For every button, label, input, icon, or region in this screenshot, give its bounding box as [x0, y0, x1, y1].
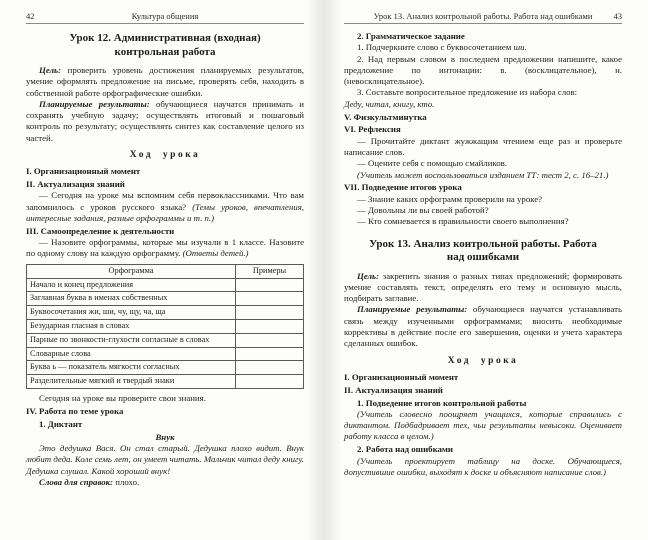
- table-cell-orthogram: Безударная гласная в словах: [27, 319, 236, 333]
- task-1-tail: .: [524, 42, 527, 53]
- reference-word: плохо.: [113, 477, 140, 487]
- table-row: [27, 306, 304, 320]
- table-cell-example: [236, 292, 304, 306]
- table-cell-example: [236, 347, 304, 361]
- task-1-text: 1. Подчеркните слово с буквосочетанием: [357, 42, 514, 53]
- stage-2-text: — Сегодня на уроке мы вспомним себя первоклассниками. Что вам запомнилось с уроков русского языка?: [26, 190, 304, 212]
- reflection-note: (Учитель может воспользоваться изданием ТТ: тест 2, с. 16–21.): [357, 169, 609, 180]
- table-cell-example: [236, 278, 304, 292]
- stage-6-heading: VI. Рефлексия: [344, 124, 401, 135]
- dictation-title: Внук: [155, 431, 175, 442]
- grammar-task-1: [344, 42, 622, 53]
- table-cell-example: [236, 306, 304, 320]
- task-1-word: ши: [513, 42, 525, 53]
- goal-text-12: проверить уровень достижения планируемых результатов, умение оформлять предложение на письме, проверять себя, находить в собственной работе орфографические ошибки.: [26, 65, 304, 98]
- table-cell-example: [236, 361, 304, 375]
- reference-label: Слова для справок:: [39, 477, 114, 487]
- stage-7-heading: VII. Подведение итогов урока: [344, 182, 462, 193]
- table-header-row: [27, 264, 304, 278]
- planned-text-13: обучающиеся научатся устанавливать связь между изученными орфограммами; вносить необходимые коррективы в действие после его завершения, оценки и учета характера сделанных ошибок.: [344, 304, 622, 349]
- task-3-word-set: Деду, читал, книгу, кто.: [344, 98, 435, 109]
- grammar-task-3: 3. Составьте вопросительное предложение из набора слов:: [357, 87, 578, 98]
- stage-3-paragraph: [26, 237, 304, 260]
- goal-label-12: Цель:: [39, 65, 61, 75]
- table-cell-orthogram: Буква ь — показатель мягкости согласных: [27, 361, 236, 375]
- sub-1-note: (Учитель словесно поощряет учащихся, которые справились с диктантом. Подбадривает тех, чьи результаты невысоки. Оценивает работу класса в целом.): [344, 408, 622, 442]
- stage-2-note: (Темы уроков, впечатления, интересные задания, разные орфограммы и т. п.): [26, 201, 305, 224]
- goal-paragraph-13: [344, 271, 622, 305]
- table-header-examples: Примеры: [236, 264, 304, 278]
- table-header-orthogram: Орфограмма: [27, 264, 236, 278]
- stage-3-text: — Назовите орфограммы, которые мы изучали в 1 классе. Назовите по одному слову на каждую орфограмму.: [26, 237, 304, 259]
- reflection-item-1: — Прочитайте диктант жужжащим чтением еще раз и проверьте написание слов.: [344, 135, 622, 157]
- table-row: [27, 361, 304, 375]
- flow-heading-13: Ход урока: [447, 355, 519, 366]
- summary-question-3: — Кто сомневается в правильности своего выполнения?: [357, 216, 569, 227]
- goal-label-13: Цель:: [357, 270, 379, 281]
- lesson-13-title: Урок 13. Анализ контрольной работы. Работа над ошибками: [369, 237, 597, 264]
- table-cell-orthogram: Словарные слова: [27, 347, 236, 361]
- table-cell-example: [236, 319, 304, 333]
- stage-3-heading: III. Самоопределение к деятельности: [26, 225, 175, 236]
- goal-text-13: закрепить знания о разных типах предложений; формировать умение составлять текст, определять его тему и основную мысль, подбирать заглавие.: [344, 270, 622, 304]
- reference-paragraph: [26, 477, 304, 488]
- planned-paragraph-12: [26, 99, 304, 144]
- planned-text-12: обучающиеся научатся принимать и сохранять учебную задачу; осуществлять итоговый и пошаговый контроль по результату; осуществлять синтез как составление целого из частей.: [26, 98, 304, 143]
- sub-2-heading: 2. Работа над ошибками: [357, 444, 453, 455]
- table-cell-orthogram: Буквосочетания жи, ши, чу, щу, ча, ща: [27, 306, 236, 320]
- table-cell-orthogram: Парные по звонкости-глухости согласные в словах: [27, 333, 236, 347]
- table-row: [27, 292, 304, 306]
- page-43-header: [344, 11, 622, 24]
- running-title-right: Урок 13. Анализ контрольной работы. Работа над ошибками: [373, 11, 593, 21]
- stage-2-heading-13: II. Актуализация знаний: [344, 384, 443, 395]
- page-43: [324, 0, 648, 540]
- lesson-12-title: Урок 12. Административная (входная) контрольная работа: [69, 32, 261, 58]
- reflection-item-2: — Оцените себя с помощью смайликов.: [357, 158, 508, 169]
- table-cell-example: [236, 375, 304, 389]
- table-cell-example: [236, 333, 304, 347]
- planned-label-13: Планируемые результаты:: [357, 304, 468, 315]
- stage-2-paragraph: [26, 190, 304, 224]
- table-cell-orthogram: Начало и конец предложения: [27, 278, 236, 292]
- stage-1-heading: I. Организационный момент: [26, 166, 141, 177]
- dictation-heading: 1. Диктант: [39, 418, 83, 429]
- stage-5-heading: V. Физкультминутка: [344, 111, 427, 122]
- stage-1-heading-13: I. Организационный момент: [344, 371, 459, 382]
- summary-question-1: — Знание каких орфограмм проверили на уроке?: [357, 193, 543, 204]
- summary-question-2: — Довольны ли вы своей работой?: [357, 204, 489, 215]
- after-table-text: Сегодня на уроке вы проверите свои знания.: [39, 392, 206, 403]
- orthogram-table: [26, 264, 304, 389]
- planned-label-12: Планируемые результаты:: [39, 98, 150, 109]
- stage-2-heading: II. Актуализация знаний: [26, 179, 125, 190]
- goal-paragraph-12: [26, 65, 304, 99]
- page-number-42: 42: [26, 11, 35, 21]
- table-row: [27, 347, 304, 361]
- grammar-task-2: 2. Над первым словом в последнем предложении напишите, какое предложение по интонации: в. (восклицательное), н. (невосклицательное).: [344, 53, 622, 87]
- sub-1-heading: 1. Подведение итогов контрольной работы: [357, 397, 527, 408]
- stage-3-note: (Ответы детей.): [182, 248, 249, 259]
- sub-2-note: (Учитель проектирует таблицу на доске. Обучающиеся, допустившие ошибки, выходят к доске и объясняют написание слов.): [344, 455, 622, 477]
- table-row: [27, 375, 304, 389]
- table-row: [27, 319, 304, 333]
- stage-4-heading: IV. Работа по теме урока: [26, 405, 124, 416]
- page-42-header: [26, 11, 304, 24]
- dictation-text: Это дедушка Вася. Он стал старый. Дедушка плохо видит. Внук любит деда. Коле семь лет, он умеет читать. Мальчик читал деду книгу. Дедушка слушал. Какой хороший внук!: [26, 443, 304, 476]
- table-row: [27, 333, 304, 347]
- table-cell-orthogram: Разделительные мягкий и твердый знаки: [27, 375, 236, 389]
- grammar-task-heading: 2. Грамматическое задание: [357, 31, 465, 41]
- flow-heading-12: Ход урока: [129, 150, 201, 161]
- running-title-left: Культура общения: [131, 11, 199, 21]
- page-number-43: 43: [613, 11, 622, 21]
- planned-paragraph-13: [344, 304, 622, 349]
- table-row: [27, 278, 304, 292]
- table-cell-orthogram: Заглавная буква в именах собственных: [27, 292, 236, 306]
